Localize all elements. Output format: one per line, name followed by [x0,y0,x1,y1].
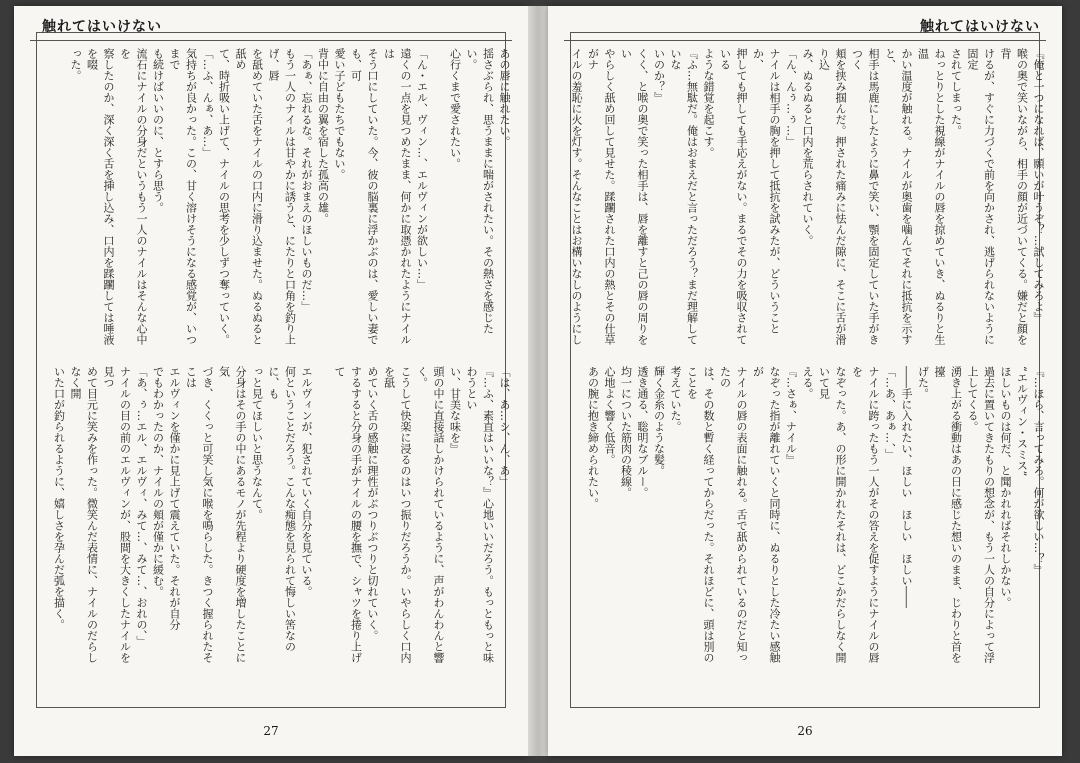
text-block-bottom: 「は、あ…シ、ん、あ」 『…ふ、素直はいいな？』心地いいだろう。もっともっと味わうとい い、甘美な味を』 頭の中に直接話しかけられているように、声がわんわんと響く。 こうして快楽に浸るのはいつ振りだろうか。いやらしく口内を舐 めていく舌の感触に理性がぶつりぶつりと切れていく。 するすると分身の手がナイルの腰を撫で、シャツを捲り上げて エルヴィンが、犯されていく自分を見ている。 何ということだろう。こんな痴態を見られて悔しい筈なのに、も っと見てほしいと思うなんて。 分身はその手の中にあるモノが先程より硬度を増したことに気 づき、くくっと可笑し気に喉を鳴らした。きつく握られたそこは エルヴィンを僅かに見上げて震えていた。それが自分 でもわかったのか、ナイルの頬が僅かに緩む。 「あ、ぅ…エル、エルヴィ、みて…、みて…、おれの、」 ナイルの目の前のエルヴィンが、股間を大きくしたナイルを見つ めて目元に笑みを作った。微笑んだ表情に、ナイルのだらしなく開 いた口が釣られるように、嬉しさを孕んだ弧を描く。 [52,366,511,663]
book-gutter [528,6,548,756]
text-block-bottom: 『…ほら、言ってみろ。何が欲しい…？』 “エルヴィン・スミス” ほしいものは何だ、と聞かれればそれしかない。 過去に置いてきたもりの想念が、もう一人の自分によって浮 上してくる。 湧き上がる衝動はあの日に感じた想いのまま、じわりと首を擡 げた。 ――手に入れたい、ほしい ほしい ほしい―― 「…あ、あぁ…、」 ナイルに跨ったもう一人がその答えを促すようにナイルの唇を なぞった。あ、の形に開かれたそれは、どこかだらしなく開いて見 える。 『…さぁ、ナイル』 なぞった指が離れていくと同時に、ぬるりとした冷たい感触が ナイルの唇の表面に触れる。舌で舐められているのだと知ったの は、その数と暫く経ってからだった。それほどに、頭は別のことを 考えていた。 輝く金糸のような髪。 透き通る、聡明なブルー。 均一についた筋肉の稜線。 心地よく響く低音。 あの腕に抱き締められたい。 [586,366,1045,663]
left-page [14,6,528,756]
text-block-top: 『俺と一つになれば、願いが叶うぞ？…試してみろよ』 喉の奥で笑いながら、相手の顔が近づいてくる。嫌だと顔を背 けるが、すぐに力づくで前を向かされ、逃げられないように固定 されてしまった。 ねっとりとした視線がナイルの唇を掠めていき、ぬるりと生温 かい温度が触れる。ナイルが奥歯を噛んでそれに抵抗を示すと、 相手は馬鹿にしたように鼻で笑い、顎を固定していた手がきつく 頬を挟み掴んだ。押された痛みに怯んだ隙に、そこに舌が滑り込 み、ぬるぬると口内を荒らされていく。 「ん、んぅ…ぅ…」 ナイルは相手の胸を押して抵抗を試みたが、どういうことか、 押しても押しても手応えがない。まるでその力を吸収されている ような錯覚を起こす。 『ふ…無駄だ。俺はおまえだと言っただろう？まだ理解していな いのか？』 くく、と喉の奥で笑った相手は、唇を離すと己の唇の周りをい やらしく舐め回して見せた。蹂躙された口内の熱とその仕草がナ イルの羞恥に火を灯す。そんなことはお構いなしのようにし [570,48,1045,345]
page-header: 触れてはいけない [42,19,162,35]
text-block-top: あの唇に触れたい。 揺さぶられ、思うままに喘がされたい。その熱さを感じたい。 心行くまで愛されたい。 「ん・エル、ヴィン…、エルヴィンが欲しい…」 遠くの一点を見つめたまま、何かに取憑かれたようにナイルは そう口にしていた。今、彼の脳裏に浮かぶのは、愛しい妻でも、可 愛い子どもたちでもない。 背中に自由の翼を宿した孤高の雄。 「あぁ、忘れるな。それがおまえのほしいものだ…」 もう一人のナイルは甘やかに誘うと、にたりと口角を釣り上げ、唇 を舐めていた舌をナイルの口内に滑り込ませた。ぬるぬると舐め て、時折吸い上げて、ナイルの思考を少しずつ奪っていく。 「…ふ、んぁ、あ…」 気持ちが良かった。この、甘く溶けそうになる感覚が、いつまで も続けばいいのに、とすら思う。 流石にナイルの分身だというもう一人のナイルはそんな心中を 察したのか、深く深く舌を挿し込み、口内を蹂躙しては唾液を啜 った。 [69,48,511,345]
page-header: 触れてはいけない [920,19,1040,35]
page-number: 26 [797,724,813,738]
header-rule [30,40,512,41]
header-rule [564,40,1046,41]
page-number: 27 [263,724,279,738]
right-page [548,6,1062,756]
